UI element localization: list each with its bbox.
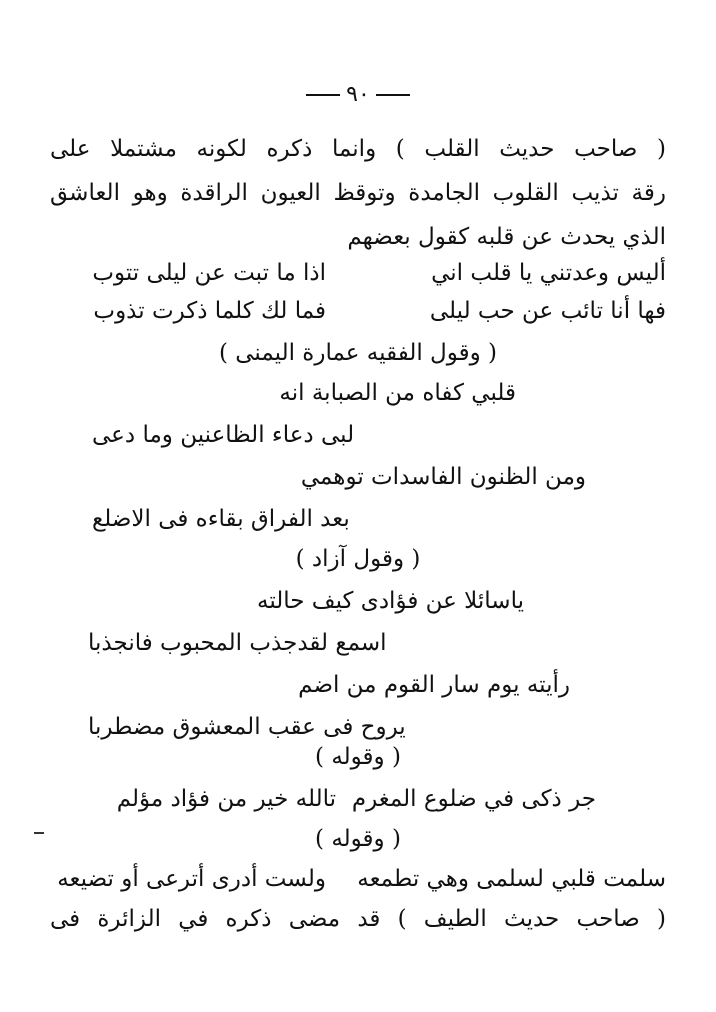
page-number: ٩٠ bbox=[346, 82, 370, 107]
poem-line-8: يروح فى عقب المعشوق مضطربا bbox=[88, 714, 406, 740]
text-line-1: ( صاحب حديث القلب ) وانما ذكره لكونه مشتملا على bbox=[50, 136, 666, 162]
verse-3-second-hemistich: تالله خير من فؤاد مؤلم bbox=[116, 786, 336, 812]
heading-faqih-umara: ( وقول الفقيه عمارة اليمنى ) bbox=[218, 340, 498, 366]
verse-2-first-hemistich: فها أنا تائب عن حب ليلى bbox=[429, 298, 666, 324]
text-line-4: ( صاحب حديث الطيف ) قد مضى ذكره في الزائرة فى bbox=[50, 906, 666, 932]
verse-1-first-hemistich: أليس وعدتني يا قلب اني bbox=[431, 260, 666, 286]
verse-3-first-hemistich: جر ذكى في ضلوع المغرم bbox=[351, 786, 596, 812]
poem-line-4: بعد الفراق بقاءه فى الاضلع bbox=[92, 506, 350, 532]
poem-line-3: ومن الظنون الفاسدات توهمي bbox=[300, 464, 586, 490]
poem-line-1: قلبي كفاه من الصبابة انه bbox=[279, 380, 516, 406]
verse-4-first-hemistich: سلمت قلبي لسلمى وهي تطمعه bbox=[357, 866, 666, 892]
poem-line-7: رأيته يوم سار القوم من اضم bbox=[298, 672, 570, 698]
verse-2 bbox=[50, 296, 666, 326]
verse-3 bbox=[96, 784, 596, 814]
poem-line-6: اسمع لقدجذب المحبوب فانجذبا bbox=[88, 630, 387, 656]
verse-1-second-hemistich: اذا ما تبت عن ليلى تتوب bbox=[92, 260, 326, 286]
header-dash-right bbox=[376, 94, 410, 96]
page-number-header bbox=[0, 82, 716, 107]
heading-waqawluh-2: ( وقوله ) bbox=[315, 826, 401, 852]
verse-1 bbox=[50, 258, 666, 288]
margin-mark bbox=[34, 832, 44, 834]
heading-azad: ( وقول آزاد ) bbox=[295, 546, 421, 572]
poem-line-2: لبى دعاء الظاعنين وما دعى bbox=[92, 422, 355, 448]
header-dash-left bbox=[306, 94, 340, 96]
verse-2-second-hemistich: فما لك كلما ذكرت تذوب bbox=[93, 298, 326, 324]
verse-4 bbox=[40, 864, 666, 894]
verse-4-second-hemistich: ولست أدرى أترعى أو تضيعه bbox=[57, 866, 326, 892]
poem-line-5: ياسائلا عن فؤادى كيف حالته bbox=[256, 588, 524, 614]
text-line-3: الذي يحدث عن قلبه كقول بعضهم bbox=[347, 224, 666, 250]
heading-waqawluh-1: ( وقوله ) bbox=[315, 744, 401, 770]
text-line-2: رقة تذيب القلوب الجامدة وتوقظ العيون الراقدة وهو العاشق bbox=[50, 180, 666, 206]
